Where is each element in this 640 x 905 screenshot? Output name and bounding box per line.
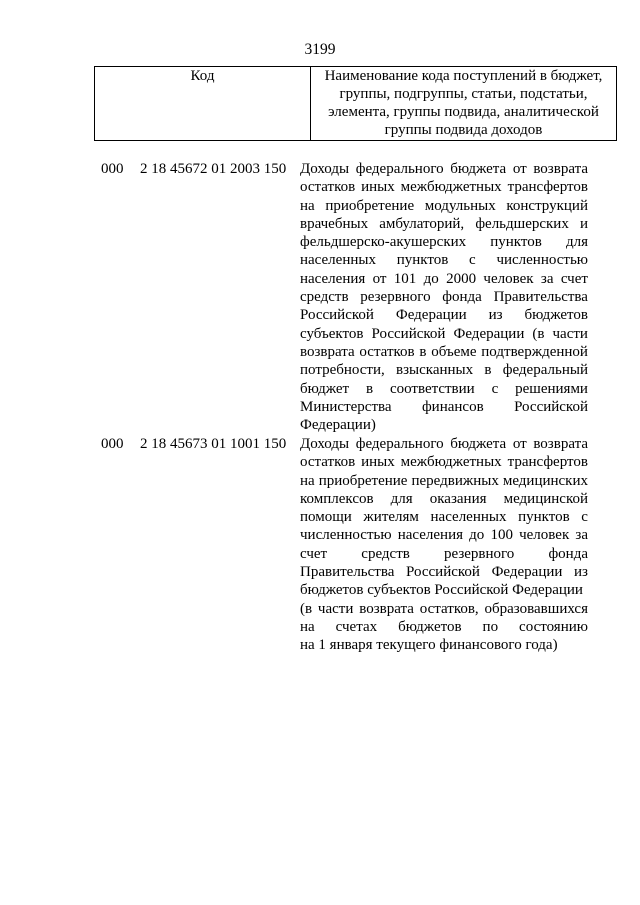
description-line <box>300 490 588 508</box>
header-row <box>95 67 617 141</box>
description-word: врачебных <box>300 215 369 232</box>
description-word: Российской <box>300 307 374 324</box>
description-word: человек <box>519 527 570 544</box>
description-word: средств <box>361 545 410 562</box>
description-word: образовавшихся <box>484 600 588 617</box>
description-word: трансфертов <box>507 454 588 471</box>
description-word: пунктов <box>490 234 542 251</box>
description-word: 101 <box>393 270 417 287</box>
description-word: остатков <box>300 454 356 471</box>
description-word: из <box>574 564 588 581</box>
description-line <box>300 215 588 233</box>
description-word: от <box>512 161 527 177</box>
description-word: трансфертов <box>507 179 588 196</box>
description-word: жителям <box>363 509 419 526</box>
description-word: фонда <box>548 545 588 562</box>
description-line <box>300 563 588 581</box>
description-word: населенных <box>430 509 507 526</box>
description-word: 100 <box>490 527 513 544</box>
description-word: населения <box>300 270 366 287</box>
description-word: от <box>512 436 527 452</box>
description-word: из <box>488 307 503 324</box>
description-word: амбулаторий, <box>379 215 465 232</box>
description-word: Доходы <box>300 436 350 452</box>
description-word: для <box>565 234 588 251</box>
description-word: возврата <box>300 343 355 360</box>
header-code-cell: Код <box>95 67 311 141</box>
description-line <box>300 233 588 251</box>
description-word: в <box>365 380 374 397</box>
description-word: передвижных <box>411 472 499 489</box>
description-word: бюджет <box>300 380 350 397</box>
description-word: в <box>484 362 492 379</box>
description-word: Российской <box>406 564 480 581</box>
description-word: возврата <box>533 161 588 177</box>
description-word: остатков, <box>419 600 479 617</box>
description-word: приобретение <box>318 472 408 489</box>
description-line <box>300 600 588 618</box>
description-word: 2000 <box>446 270 477 287</box>
description-word: за <box>575 527 588 544</box>
description-word: (в <box>300 600 313 617</box>
description-line <box>300 472 588 490</box>
description-word: до <box>423 270 439 287</box>
header-name-cell: Наименование кода поступлений в бюджет, группы, подгруппы, статьи, подстатьи, элемента, группы подвида, аналитической группы подвида доходов <box>311 67 617 141</box>
income-code: 2 18 45673 01 1001 150 <box>140 436 287 452</box>
description-word: счетах <box>335 618 378 635</box>
description-word: части <box>552 325 588 342</box>
description-word: с <box>581 509 588 526</box>
description-word: численностью <box>300 527 392 544</box>
description-word: иных <box>361 179 395 196</box>
description-word: фельдшерских <box>475 215 569 232</box>
description-word: решениями <box>515 380 588 397</box>
description-word: потребности, <box>300 362 385 379</box>
description-line <box>300 380 588 398</box>
description-word: Федерации <box>453 325 525 342</box>
description-word: счет <box>560 270 588 287</box>
description-line <box>300 197 588 215</box>
description-line <box>300 398 588 416</box>
description-word: конструкций <box>506 197 588 214</box>
description-word: остатков <box>359 343 415 360</box>
description-word: резервного <box>443 545 515 562</box>
description-word: приобретение <box>325 197 415 214</box>
income-code: 2 18 45672 01 2003 150 <box>140 161 287 177</box>
description-word: бюджетов <box>398 618 462 635</box>
description-word: межбюджетных <box>400 179 502 196</box>
description-word: до <box>469 527 485 544</box>
description-word: населения <box>397 527 463 544</box>
description-line: на 1 января текущего финансового года) <box>300 637 558 654</box>
description-word: фельдшерско-акушерских <box>300 234 467 251</box>
description-word: медицинской <box>503 490 588 507</box>
page-number: 3199 <box>304 41 336 58</box>
description-word: населенных <box>300 252 376 269</box>
description-word: комплексов <box>300 490 374 507</box>
description-line <box>300 178 588 196</box>
description-word: и <box>579 215 588 232</box>
admin-code: 000 <box>101 436 124 452</box>
description-word: федеральный <box>502 362 588 379</box>
description-word: пунктов <box>396 252 449 269</box>
description-word: от <box>372 270 387 287</box>
description-word: соответствии <box>389 380 475 397</box>
description-word: бюджетов <box>524 307 588 324</box>
description-word: для <box>390 490 413 507</box>
description-word: возврата <box>359 600 414 617</box>
description-word: субъектов <box>300 325 364 342</box>
row-description <box>300 435 588 655</box>
description-word: федерального <box>355 161 444 177</box>
description-word: Правительства <box>493 289 588 306</box>
description-line <box>300 526 588 544</box>
description-word: в <box>419 343 427 360</box>
description-word: межбюджетных <box>400 454 502 471</box>
description-word: фонда <box>442 289 482 306</box>
description-word: численностью <box>496 252 588 269</box>
description-line <box>300 325 588 343</box>
description-word: медицинских <box>502 472 588 489</box>
description-word: на <box>300 472 315 489</box>
description-word: Доходы <box>300 161 350 177</box>
description-word: части <box>317 600 354 617</box>
description-word: на <box>300 618 315 635</box>
description-line <box>300 508 588 526</box>
description-line <box>300 343 588 361</box>
description-word: резервного <box>360 289 431 306</box>
description-line <box>300 306 588 324</box>
description-word: человек <box>483 270 534 287</box>
description-word: на <box>300 197 315 214</box>
description-word: финансов <box>421 398 484 415</box>
description-word: за <box>540 270 554 287</box>
description-line <box>300 453 588 471</box>
description-word: Российской <box>371 325 446 342</box>
description-word: счет <box>300 545 328 562</box>
description-line: Федерации) <box>300 417 376 434</box>
description-word: возврата <box>533 436 588 452</box>
row-description <box>300 160 588 434</box>
description-word: Федерации <box>491 564 563 581</box>
description-word: с <box>491 380 499 397</box>
description-line <box>300 435 588 453</box>
description-word: взысканных <box>396 362 474 379</box>
description-word: объеме <box>431 343 477 360</box>
description-word: Российской <box>514 398 588 415</box>
description-word: Министерства <box>300 398 392 415</box>
description-word: (в <box>532 325 545 342</box>
description-line <box>300 160 588 178</box>
description-word: иных <box>361 454 395 471</box>
description-line <box>300 361 588 379</box>
description-word: подтвержденной <box>481 343 588 360</box>
description-word: федерального <box>355 436 444 452</box>
description-line <box>300 251 588 269</box>
description-word: оказания <box>429 490 487 507</box>
description-line: бюджетов субъектов Российской Федерации <box>300 582 583 599</box>
description-word: помощи <box>300 509 352 526</box>
description-word: по <box>482 618 499 635</box>
description-word: остатков <box>300 179 356 196</box>
description-word: бюджета <box>450 436 507 452</box>
description-word: средств <box>300 289 349 306</box>
description-line <box>300 545 588 563</box>
description-word: Федерации <box>395 307 467 324</box>
description-word: состоянию <box>519 618 588 635</box>
description-line <box>300 618 588 636</box>
admin-code: 000 <box>101 161 124 177</box>
description-word: с <box>469 252 476 269</box>
description-word: пунктов <box>518 509 570 526</box>
description-word: Правительства <box>300 564 395 581</box>
header-table <box>94 66 617 141</box>
description-word: модульных <box>424 197 496 214</box>
description-word: бюджета <box>450 161 507 177</box>
description-line <box>300 288 588 306</box>
description-line <box>300 270 588 288</box>
